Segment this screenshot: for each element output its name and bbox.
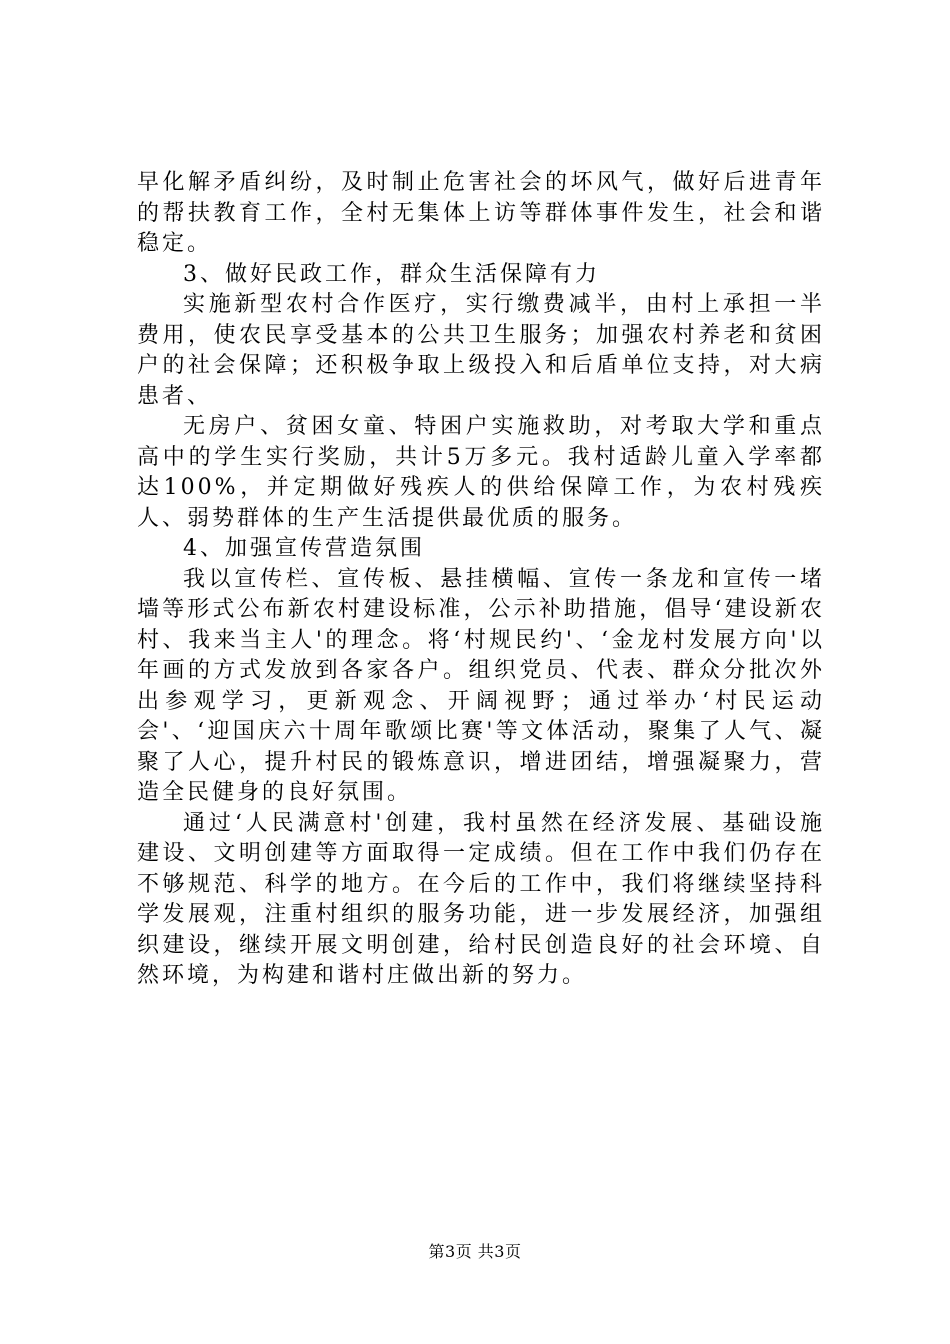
paragraph-conclusion: 通过‘人民满意村'创建，我村虽然在经济发展、基础设施建设、文明创建等方面取得一定成绩。但在工作中我们仍存在不够规范、科学的地方。在今后的工作中，我们将继续坚持科学发展观，注重村组织的服务功能，进一步发展经济，加强组织建设，继续开展文明创建，给村民创造良好的社会环境、自然环境，为构建和谐村庄做出新的努力。	[137, 810, 825, 988]
paragraph-medical-care: 实施新型农村合作医疗，实行缴费减半，由村上承担一半费用，使农民享受基本的公共卫生服务；加强农村养老和贫困户的社会保障；还积极争取上级投入和后盾单位支持，对大病患者、	[137, 292, 825, 409]
paragraph-continuation: 早化解矛盾纠纷，及时制止危害社会的坏风气，做好后进青年的帮扶教育工作，全村无集体上访等群体事件发生，社会和谐稳定。	[137, 170, 825, 256]
page-footer: 第3页 共3页	[428, 1242, 522, 1261]
paragraph-publicity: 我以宣传栏、宣传板、悬挂横幅、宣传一条龙和宣传一堵墙等形式公布新农村建设标准，公示补助措施，倡导‘建设新农村、我来当主人'的理念。将‘村规民约'、‘金龙村发展方向'以年画的方式发放到各家各户。组织党员、代表、群众分批次外出参观学习，更新观念、开阔视野；通过举办‘村民运动会'、‘迎国庆六十周年歌颂比赛'等文体活动，聚集了人气、凝聚了人心，提升村民的锻炼意识，增进团结，增强凝聚力，营造全民健身的良好氛围。	[137, 566, 825, 805]
section-heading-civil-affairs: 3、做好民政工作，群众生活保障有力	[183, 261, 600, 287]
document-body	[137, 168, 825, 992]
section-heading-publicity: 4、加强宣传营造氛围	[183, 536, 425, 561]
paragraph-relief-assistance: 无房户、贫困女童、特困户实施救助，对考取大学和重点高中的学生实行奖励，共计5万多元。我村适龄儿童入学率都达100%，并定期做好残疾人的供给保障工作，为农村残疾人、弱势群体的生产生活提供最优质的服务。	[137, 414, 825, 531]
